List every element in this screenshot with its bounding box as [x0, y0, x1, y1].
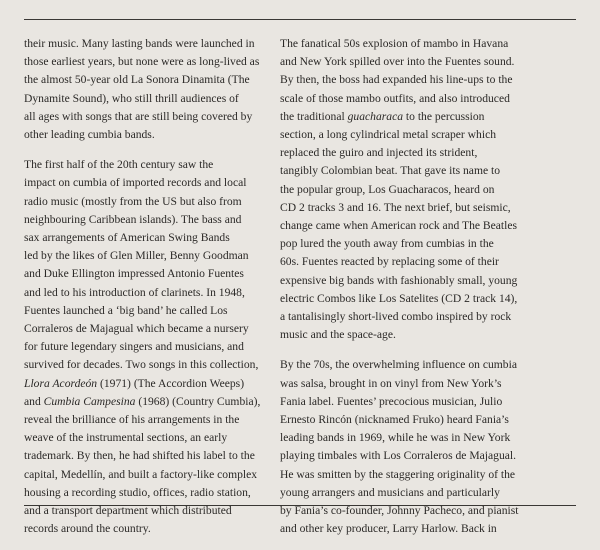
text-run: young arrangers and musicians and particularly	[280, 485, 500, 499]
text-line	[280, 217, 532, 235]
text-line	[24, 90, 268, 108]
text-run: music and the space-age.	[280, 328, 396, 342]
text-line	[280, 199, 532, 217]
text-run: section, a long cylindrical metal scraper which	[280, 128, 497, 142]
text-run: records around the country.	[24, 522, 151, 536]
text-run: radio music (mostly from the US but also from	[24, 194, 242, 208]
text-line	[280, 356, 532, 374]
text-run: 60s. Fuentes reacted by replacing some of their	[280, 255, 499, 269]
text-line	[24, 302, 268, 320]
text-run: By the 70s, the overwhelming influence on cumbia	[280, 358, 517, 372]
text-run: by Fania’s co-founder, Johnny Pacheco, and pianist	[280, 504, 519, 518]
bottom-rule	[24, 505, 576, 506]
italic-title: Llora Acordeón	[24, 376, 98, 390]
text-line	[280, 429, 532, 447]
text-line	[280, 108, 532, 126]
text-run: and led to his introduction of clarinets. In 1948,	[24, 285, 245, 299]
text-run: The first half of the 20th century saw the	[24, 158, 214, 172]
text-run: Fuentes launched a ‘big band’ he called Los	[24, 303, 228, 317]
text-line	[280, 126, 532, 144]
paragraph	[280, 35, 532, 344]
text-line	[280, 290, 532, 308]
text-run: He was smitten by the staggering originality of the	[280, 467, 516, 481]
text-line	[24, 466, 268, 484]
text-run: other leading cumbia bands.	[24, 128, 155, 142]
right-column	[280, 35, 532, 550]
text-line	[24, 447, 268, 465]
text-line	[24, 265, 268, 283]
text-line	[24, 229, 268, 247]
text-run: and a transport department which distributed	[24, 504, 232, 518]
text-run: survived for decades. Two songs in this collection,	[24, 358, 259, 372]
text-run: expensive big bands with fashionably small, young	[280, 273, 518, 287]
text-line	[280, 326, 532, 344]
text-run: was salsa, brought in on vinyl from New York’s	[280, 376, 502, 390]
text-line	[24, 211, 268, 229]
text-line	[24, 193, 268, 211]
text-run: to the percussion	[403, 109, 485, 123]
text-run: weave of the instrumental sections, an early	[24, 431, 228, 445]
text-run: By then, the boss had expanded his line-ups to the	[280, 73, 513, 87]
text-line	[280, 393, 532, 411]
text-run: tangibly Colombian beat. That gave its name to	[280, 164, 501, 178]
text-line	[280, 308, 532, 326]
text-run: neighbouring Caribbean islands). The bass and	[24, 212, 242, 226]
text-run: change came when American rock and The Beatles	[280, 219, 518, 233]
text-line	[280, 181, 532, 199]
text-line	[24, 35, 268, 53]
text-line	[24, 375, 268, 393]
text-run: the traditional	[280, 109, 348, 123]
text-run: scale of those mambo outfits, and also introduced	[280, 91, 510, 105]
text-run: all ages with songs that are still being covered by	[24, 109, 253, 123]
text-run: led by the likes of Glen Miller, Benny Goodman	[24, 249, 249, 263]
text-run: a tantalisingly short-lived combo inspired by rock	[280, 310, 512, 324]
text-run: The fanatical 50s explosion of mambo in Havana	[280, 37, 509, 50]
text-run: trademark. By then, he had shifted his label to the	[24, 449, 255, 463]
text-line	[24, 411, 268, 429]
text-line	[24, 429, 268, 447]
text-line	[24, 53, 268, 71]
text-run: leading bands in 1969, while he was in New York	[280, 431, 511, 445]
text-line	[24, 156, 268, 174]
text-run: Corraleros de Majagual which became a nursery	[24, 322, 249, 336]
text-run: Dynamite Sound), who still thrill audiences of	[24, 91, 239, 105]
text-line	[280, 90, 532, 108]
italic-title: guacharaca	[347, 109, 404, 123]
text-line	[280, 53, 532, 71]
text-line	[280, 71, 532, 89]
text-line	[24, 520, 268, 538]
text-run: sax arrangements of American Swing Bands	[24, 231, 230, 245]
text-run: the almost 50-year old La Sonora Dinamita (The	[24, 73, 250, 87]
text-line	[280, 162, 532, 180]
text-line	[24, 71, 268, 89]
text-line	[24, 356, 268, 374]
text-line	[280, 272, 532, 290]
text-run: replaced the guiro and injected its strident,	[280, 146, 478, 160]
text-run: their music. Many lasting bands were launched in	[24, 37, 255, 50]
paragraph	[280, 356, 532, 538]
text-line	[24, 108, 268, 126]
text-line	[24, 393, 268, 411]
text-run: and New York spilled over into the Fuentes sound.	[280, 55, 515, 69]
text-line	[280, 144, 532, 162]
text-line	[280, 520, 532, 538]
text-line	[24, 174, 268, 192]
text-line	[280, 484, 532, 502]
italic-title: Cumbia Campesina	[43, 394, 136, 408]
text-line	[280, 375, 532, 393]
text-run: pop lured the youth away from cumbias in the	[280, 237, 494, 251]
text-run: (1971) (The Accordion Weeps)	[97, 376, 245, 390]
text-line	[24, 320, 268, 338]
text-run: the popular group, Los Guacharacos, heard on	[280, 182, 495, 196]
top-rule	[24, 19, 576, 20]
text-run: Ernesto Rincón (nicknamed Fruko) heard Fania’s	[280, 413, 509, 427]
text-line	[280, 466, 532, 484]
text-run: Fania label. Fuentes’ precocious musician, Julio	[280, 394, 503, 408]
text-run: and	[24, 394, 44, 408]
text-run: playing timbales with Los Corraleros de Majagual.	[280, 449, 517, 463]
text-run: reveal the brilliance of his arrangements in the	[24, 413, 240, 427]
text-line	[280, 253, 532, 271]
text-run: capital, Medellín, and built a factory-like complex	[24, 467, 258, 481]
text-run: and other key producer, Larry Harlow. Back in	[280, 522, 497, 536]
text-run: impact on cumbia of imported records and local	[24, 176, 247, 190]
text-run: CD 2 tracks 3 and 16. The next brief, but seismic,	[280, 200, 511, 214]
text-line	[280, 411, 532, 429]
text-line	[24, 126, 268, 144]
text-line	[24, 484, 268, 502]
text-run: (1968) (Country Cumbia),	[135, 394, 261, 408]
text-run: those earliest years, but none were as long-lived as	[24, 55, 260, 69]
text-run: electric Combos like Los Satelites (CD 2 track 14),	[280, 291, 518, 305]
text-line	[280, 35, 532, 53]
text-run: and Duke Ellington impressed Antonio Fuentes	[24, 267, 244, 281]
text-line	[280, 235, 532, 253]
text-line	[24, 247, 268, 265]
text-run: housing a recording studio, offices, radio station,	[24, 485, 251, 499]
text-line	[280, 447, 532, 465]
left-column	[24, 35, 268, 550]
text-line	[24, 338, 268, 356]
text-run: for future legendary singers and musicians, and	[24, 340, 244, 354]
text-line	[24, 284, 268, 302]
paragraph	[24, 35, 268, 144]
paragraph	[24, 156, 268, 538]
